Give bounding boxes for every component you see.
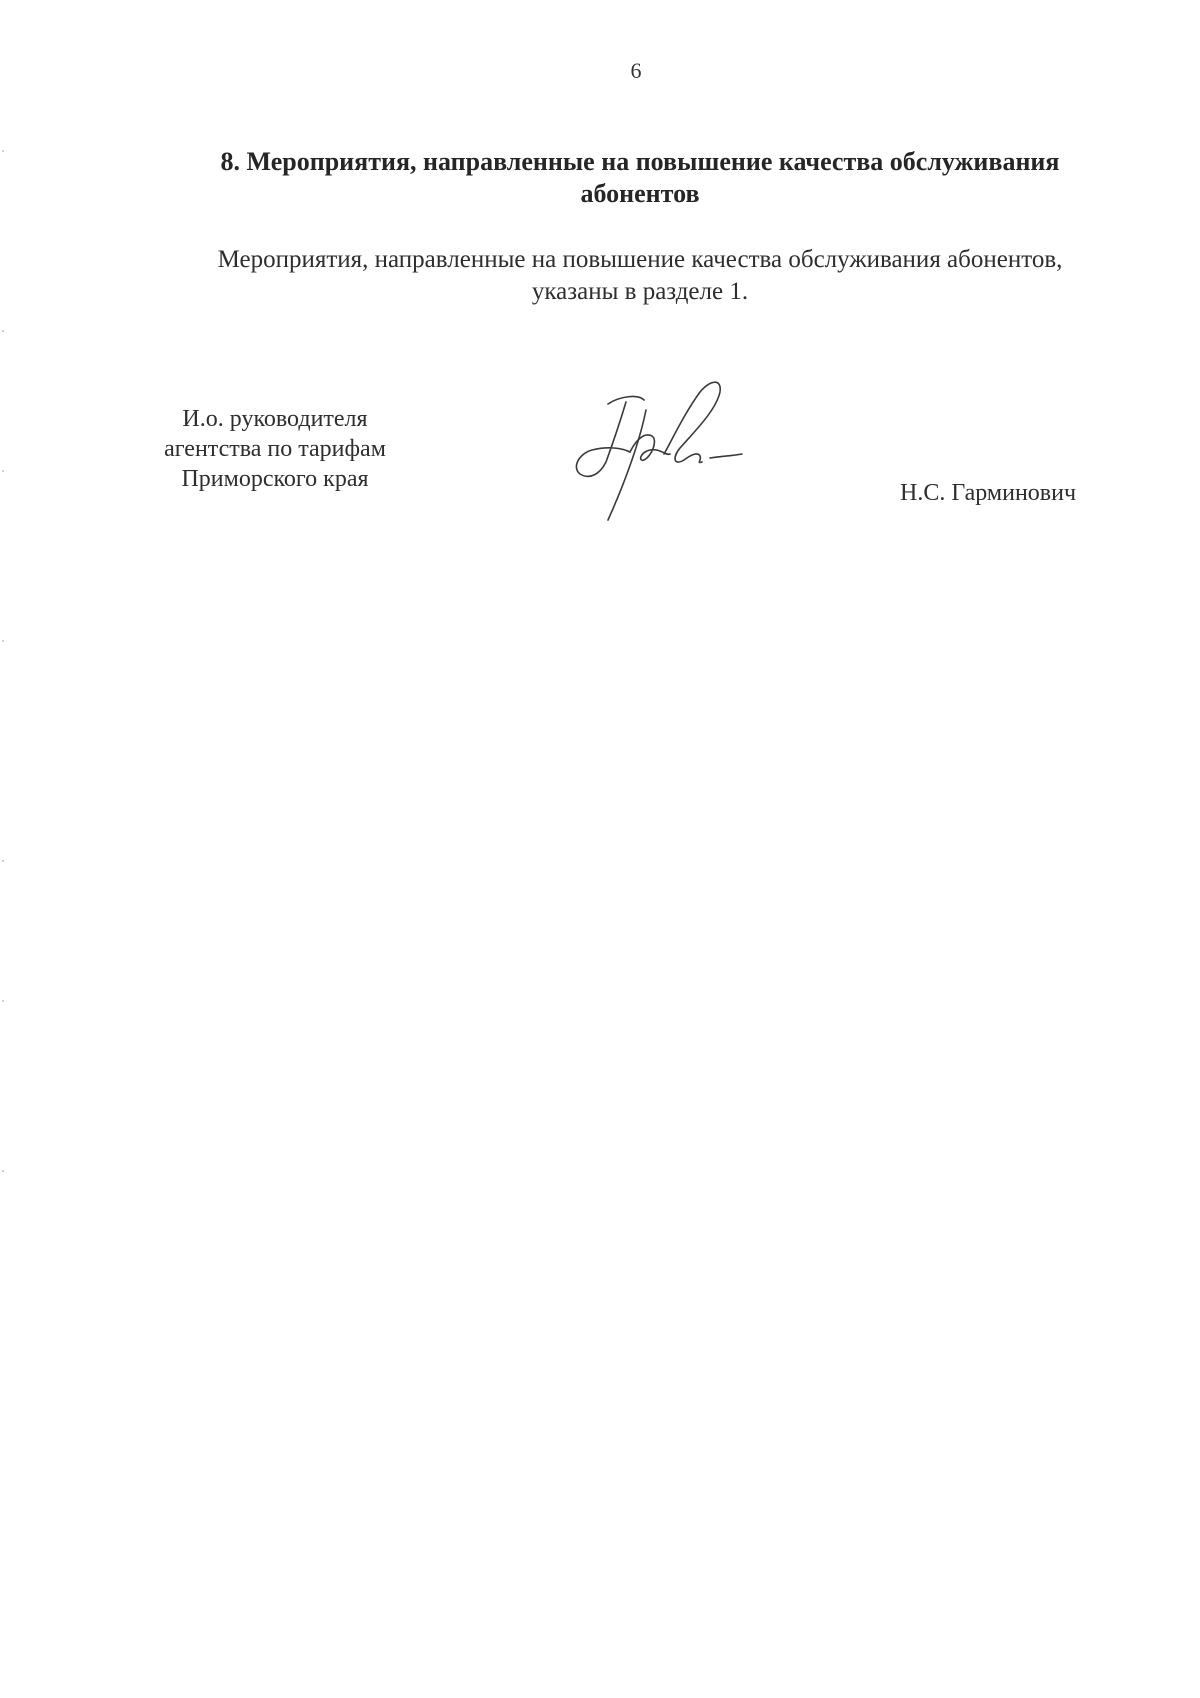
section-body-text [140,244,1140,308]
scan-speck [2,1170,4,1172]
handwritten-signature-icon [560,370,760,540]
scan-speck [2,860,4,862]
section-heading-line-2: абонентов [580,179,700,208]
signer-name: Н.С. Гарминович [900,480,1077,506]
section-heading-line-1: 8. Мероприятия, направленные на повышение качества обслуживания [220,147,1060,176]
signer-title-line-1: И.о. руководителя [182,406,368,432]
signer-position-title [130,404,420,494]
scan-speck [2,330,4,332]
scan-speck [2,1000,4,1002]
scan-speck [2,640,4,642]
signer-title-line-2: агентства по тарифам [164,436,386,462]
page-number: 6 [630,58,642,83]
body-text-line-2: указаны в разделе 1. [531,278,749,305]
scan-speck [2,470,4,472]
body-text-line-1: Мероприятия, направленные на повышение качества обслуживания абонентов, [217,246,1063,273]
section-heading [150,146,1130,210]
signer-title-line-3: Приморского края [181,466,369,492]
scan-speck [2,150,4,152]
